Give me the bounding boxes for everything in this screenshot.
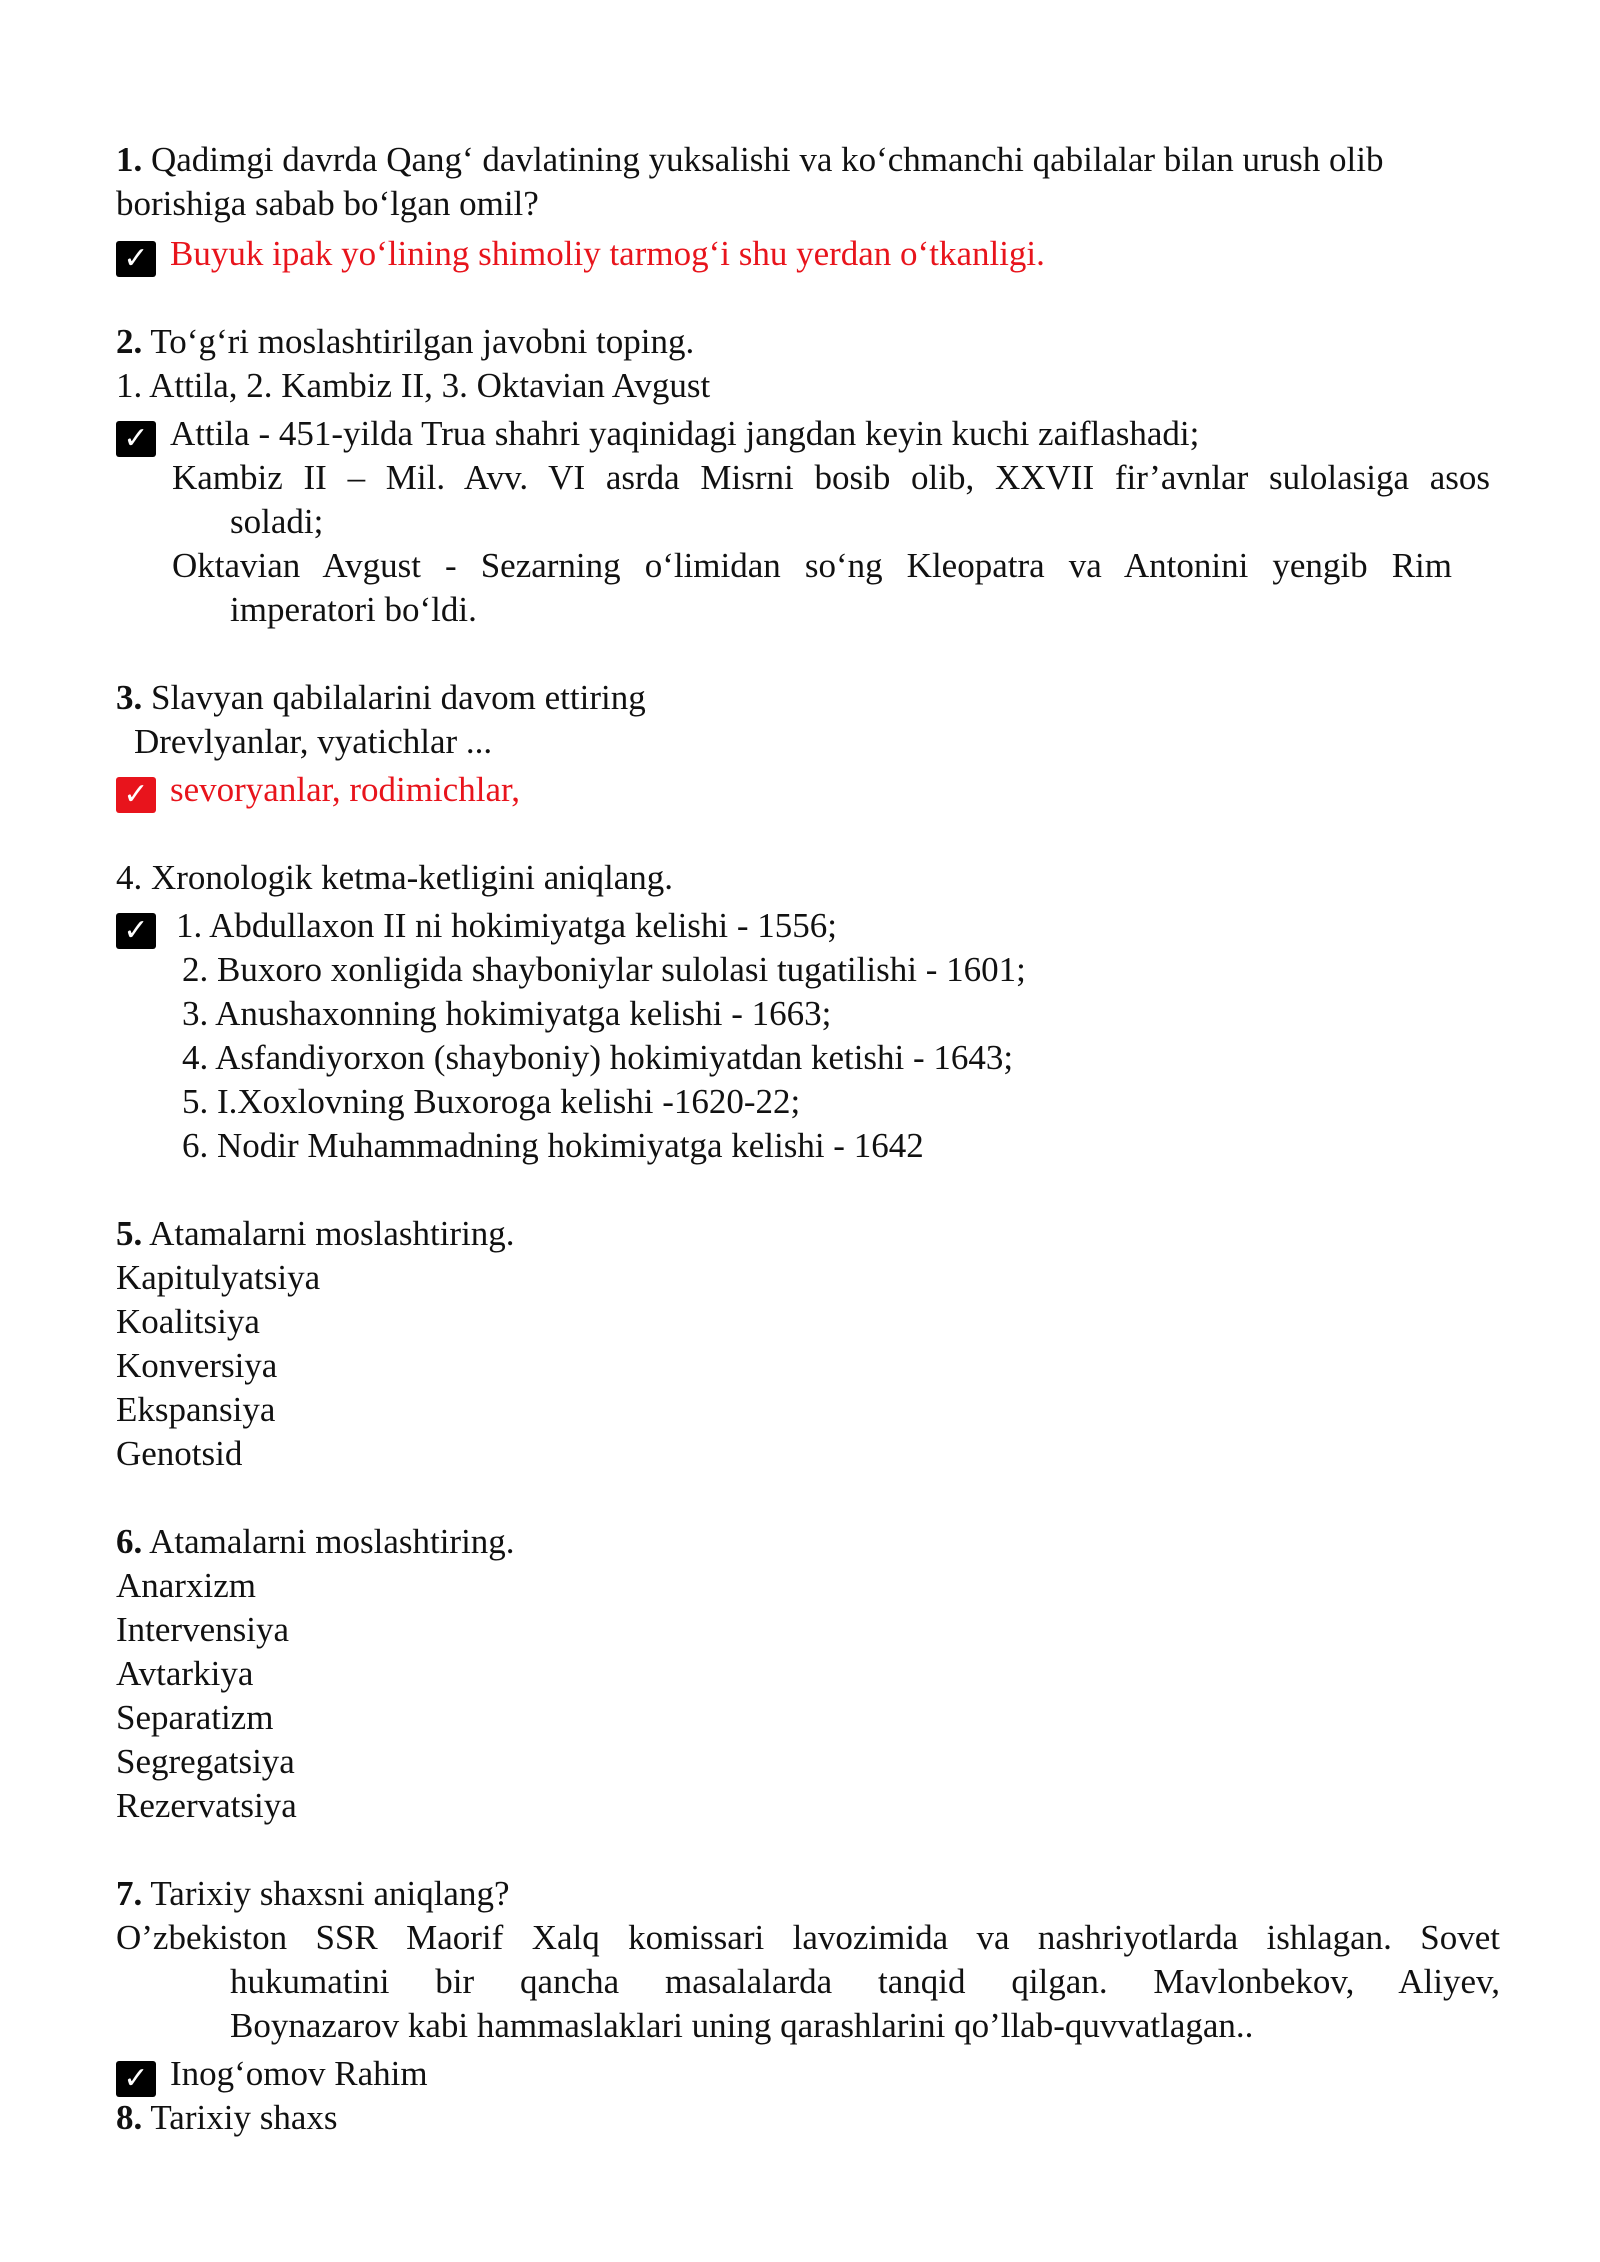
- q6-term: Segregatsiya: [116, 1742, 295, 1781]
- q1-text-1: Qadimgi davrda Qang‘ davlatining yuksalishi va ko‘chmanchi qabilalar bilan urush olib: [151, 140, 1384, 179]
- q3-answer: [116, 768, 1500, 813]
- q3-line: [116, 676, 1500, 720]
- q6-term: Avtarkiya: [116, 1654, 254, 1693]
- q5-line: [116, 1212, 1500, 1256]
- q1-answer-text: Buyuk ipak yo‘lining shimoliy tarmog‘i shu yerdan o‘tkanligi.: [170, 234, 1045, 273]
- q4-item-1-text: 1. Abdullaxon II ni hokimiyatga kelishi - 1556;: [176, 906, 838, 945]
- q7-answer-text: Inog‘omov Rahim: [170, 2054, 428, 2093]
- q5-term: Genotsid: [116, 1434, 243, 1473]
- q6-text: Atamalarni moslashtiring.: [149, 1522, 515, 1561]
- q3-answer-text: sevoryanlar, rodimichlar,: [170, 770, 520, 809]
- q5-term: Ekspansiya: [116, 1390, 276, 1429]
- checkbox-checked-icon: ✓: [116, 421, 156, 457]
- q4-item-6: 6. Nodir Muhammadning hokimiyatga kelishi - 1642: [182, 1126, 924, 1165]
- q7-answer: [116, 2052, 1500, 2097]
- q4-item-2: 2. Buxoro xonligida shayboniylar sulolasi tugatilishi - 1601;: [182, 950, 1026, 989]
- q6-term: Intervensiya: [116, 1610, 289, 1649]
- q3-text: Slavyan qabilalarini davom ettiring: [151, 678, 646, 717]
- q5-text: Atamalarni moslashtiring.: [149, 1214, 515, 1253]
- checkbox-checked-icon: ✓: [116, 913, 156, 949]
- q2-answer-2a: Kambiz II – Mil. Avv. VI asrda Misrni bosib olib, XXVII fir’avnlar sulolasiga asos: [172, 458, 1490, 497]
- q3-prompt: Drevlyanlar, vyatichlar ...: [134, 722, 493, 761]
- q7-text: Tarixiy shaxsni aniqlang?: [150, 1874, 510, 1913]
- q6-term: Rezervatsiya: [116, 1786, 297, 1825]
- checkbox-checked-icon: ✓: [116, 2061, 156, 2097]
- q6-term: Anarxizm: [116, 1566, 256, 1605]
- q8-number: 8.: [116, 2098, 143, 2137]
- q2-answer-3b: imperatori bo‘ldi.: [230, 590, 477, 629]
- q8-text: Tarixiy shaxs: [150, 2098, 338, 2137]
- q1-line1: [116, 138, 1500, 182]
- q2-line: [116, 320, 1500, 364]
- q2-answer-2b: soladi;: [230, 502, 324, 541]
- q7-desc-2: hukumatini bir qancha masalalarda tanqid qilgan. Mavlonbekov, Aliyev,: [230, 1962, 1500, 2001]
- q5-term: Konversiya: [116, 1346, 278, 1385]
- q6-line: [116, 1520, 1500, 1564]
- q6-term: Separatizm: [116, 1698, 274, 1737]
- q1-line2: borishiga sabab bo‘lgan omil?: [116, 184, 539, 223]
- q2-answer-3a: Oktavian Avgust - Sezarning o‘limidan so‘ng Kleopatra va Antonini yengib Rim: [172, 546, 1452, 585]
- q1-answer: [116, 232, 1500, 277]
- q5-term: Kapitulyatsiya: [116, 1258, 321, 1297]
- q2-text: To‘g‘ri moslashtirilgan javobni toping.: [150, 322, 695, 361]
- q8-line: [116, 2096, 1500, 2140]
- q7-line: [116, 1872, 1500, 1916]
- checkbox-checked-icon: ✓: [116, 777, 156, 813]
- q5-number: 5.: [116, 1214, 143, 1253]
- q7-desc-3: Boynazarov kabi hammaslaklari uning qarashlarini qo’llab-quvvatlagan..: [230, 2006, 1254, 2045]
- checkbox-checked-icon: ✓: [116, 241, 156, 277]
- q4-item-4: 4. Asfandiyorxon (shayboniy) hokimiyatdan ketishi - 1643;: [182, 1038, 1014, 1077]
- q7-number: 7.: [116, 1874, 143, 1913]
- q2-answer-1-text: Attila - 451-yilda Trua shahri yaqinidagi jangdan keyin kuchi zaiflashadi;: [170, 414, 1200, 453]
- q1-number: 1.: [116, 140, 143, 179]
- q4-item-5: 5. I.Xoxlovning Buxoroga kelishi -1620-22;: [182, 1082, 801, 1121]
- q2-number: 2.: [116, 322, 143, 361]
- q6-number: 6.: [116, 1522, 143, 1561]
- q2-options: 1. Attila, 2. Kambiz II, 3. Oktavian Avgust: [116, 366, 711, 405]
- q7-desc-1: O’zbekiston SSR Maorif Xalq komissari lavozimida va nashriyotlarda ishlagan. Sovet: [116, 1918, 1500, 1957]
- q2-answer-1: [116, 412, 1500, 457]
- q3-number: 3.: [116, 678, 143, 717]
- q5-term: Koalitsiya: [116, 1302, 260, 1341]
- q4-text: 4. Xronologik ketma-ketligini aniqlang.: [116, 858, 673, 897]
- q4-item-3: 3. Anushaxonning hokimiyatga kelishi - 1663;: [182, 994, 832, 1033]
- q4-item-1: [116, 904, 1500, 949]
